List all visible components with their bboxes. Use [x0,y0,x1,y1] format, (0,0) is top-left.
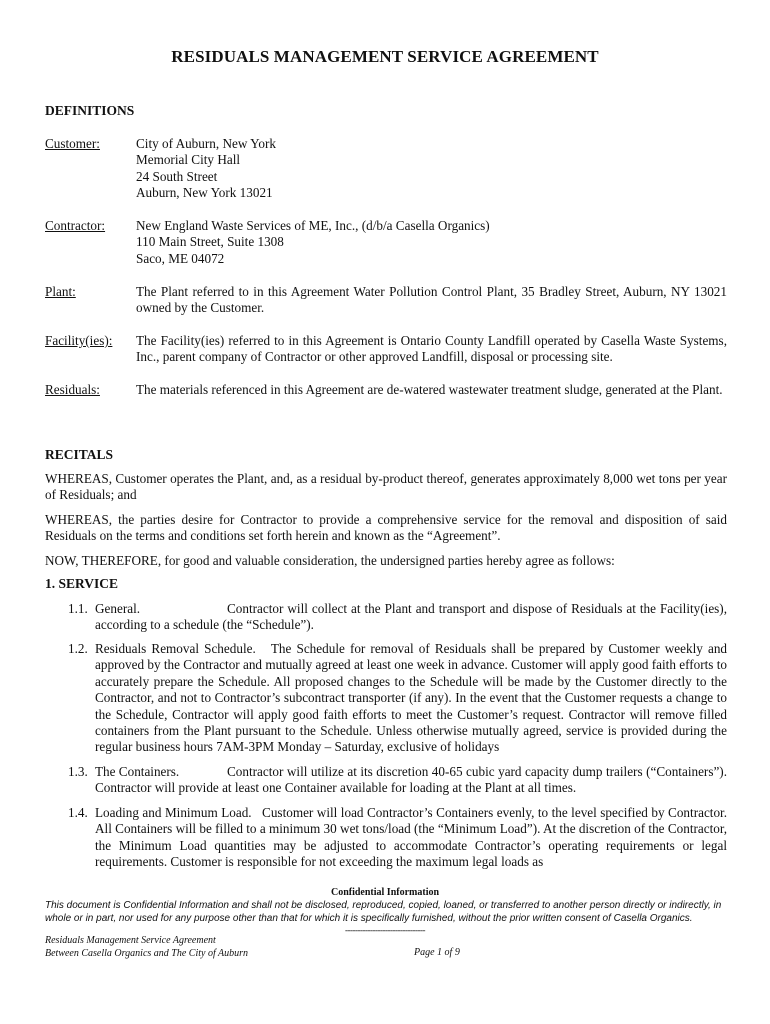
clause-body [95,764,727,797]
clause-number: 1.4. [68,805,88,820]
address-line: 24 South Street [136,168,218,184]
clause-text: Customer will load Contractor’s Containers evenly, to the level specified by Contractor. All Containers will be filled to a minimum 30 wet tons/load (the “Minimum Load”). At the discretion of the Contractor, the Minimum Load quantities may be adjusted to accommodate Contractor’s operating requirements or legal requirements. Customer is responsible for not exceeding the maximum legal loads as [95,805,728,870]
clause-title: Loading and Minimum Load. [95,805,252,820]
definition-label: Contractor: [45,218,106,233]
clause-1-3 [68,764,727,797]
footer-separator: -------------------------------- [345,925,425,935]
definition-value [136,218,727,267]
address-line: Memorial City Hall [136,152,241,168]
clause-body [95,641,727,756]
clause-title: Residuals Removal Schedule. [95,641,256,656]
recital-whereas-2: WHEREAS, the parties desire for Contractor to provide a comprehensive service for the removal and disposition of said Residuals on the terms and conditions set forth herein and known as the “Agreement”. [45,512,727,544]
address-line: New England Waste Services of ME, Inc., (d/b/a Casella Organics) [136,218,490,233]
definition-label: Residuals: [45,382,100,397]
footer-doc-name: Residuals Management Service Agreement [45,935,216,946]
definition-value [136,136,727,202]
clause-body [95,601,727,634]
definition-label: Plant: [45,284,76,299]
clause-number: 1.3. [68,764,88,779]
clause-1-4 [68,805,727,871]
clause-1-1 [68,601,727,634]
section-1-heading: 1. SERVICE [45,576,119,591]
document-title: RESIDUALS MANAGEMENT SERVICE AGREEMENT [171,47,599,66]
definition-label: Customer: [45,136,100,151]
clause-title: General. [95,601,141,616]
clause-number: 1.1. [68,601,88,616]
clause-body [95,805,727,871]
definition-value: The Plant referred to in this Agreement Water Pollution Control Plant, 35 Bradley Street, Auburn, NY 13021 owned by the Customer. [136,284,727,316]
definitions-heading: DEFINITIONS [45,103,135,118]
recital-whereas-1: WHEREAS, Customer operates the Plant, and, as a residual by-product thereof, generates approximately 8,000 wet tons per year of Residuals; and [45,471,727,503]
address-line: Auburn, New York 13021 [136,185,273,201]
recital-now-therefore: NOW, THEREFORE, for good and valuable consideration, the undersigned parties hereby agree as follows: [45,553,615,568]
confidential-notice: This document is Confidential Information and shall not be disclosed, reproduced, copied, loaned, or transferred to another person directly or indirectly, in whole or in part, nor used for any purpose other than that for which it is specifically furnished, without the prior written consent of Casella Organics. [45,900,722,924]
confidential-heading: Confidential Information [330,887,440,898]
recitals-heading: RECITALS [45,447,114,462]
definition-value: The Facility(ies) referred to in this Agreement is Ontario County Landfill operated by Casella Waste Systems, Inc., parent company of Contractor or other approved Landfill, disposal or processing site. [136,333,727,365]
clause-text: Contractor will utilize at its discretion 40-65 cubic yard capacity dump trailers (“Containers”). Contractor will provide at least one Container available for loading at the Plant at all times. [95,764,727,796]
clause-1-2 [68,641,727,756]
clause-text: The Schedule for removal of Residuals shall be prepared by Customer weekly and approved by the Contractor and mutually agreed at least one week in advance. Customer will apply good faith efforts to accurately prepare the Schedule. All proposed changes to the Schedule will be made by the Customer directly to the Contractor, and not to Contractor’s subcontract transporter (if any). In the event that the Customer requests a change to the Schedule, Contractor will apply good faith efforts to meet the Customer’s request. Contractor will remove filled containers from the Plant pursuant to the Schedule. Unless otherwise mutually agreed, service is provided during the regular business hours 7AM-3PM Monday – Saturday, exclusive of holidays [95,641,728,755]
footer-parties: Between Casella Organics and The City of Auburn [45,948,249,959]
clause-text: Contractor will collect at the Plant and transport and dispose of Residuals at the Facility(ies), according to a schedule (the “Schedule”). [95,601,727,633]
address-line: 110 Main Street, Suite 1308 [136,234,284,250]
definition-label: Facility(ies): [45,333,113,348]
address-line: Saco, ME 04072 [136,250,225,266]
clause-title: The Containers. [95,764,180,779]
address-line: City of Auburn, New York [136,136,276,151]
definition-value: The materials referenced in this Agreement are de-watered wastewater treatment sludge, generated at the Plant. [136,382,723,397]
clause-number: 1.2. [68,641,88,656]
page-number: Page 1 of 9 [414,947,460,958]
